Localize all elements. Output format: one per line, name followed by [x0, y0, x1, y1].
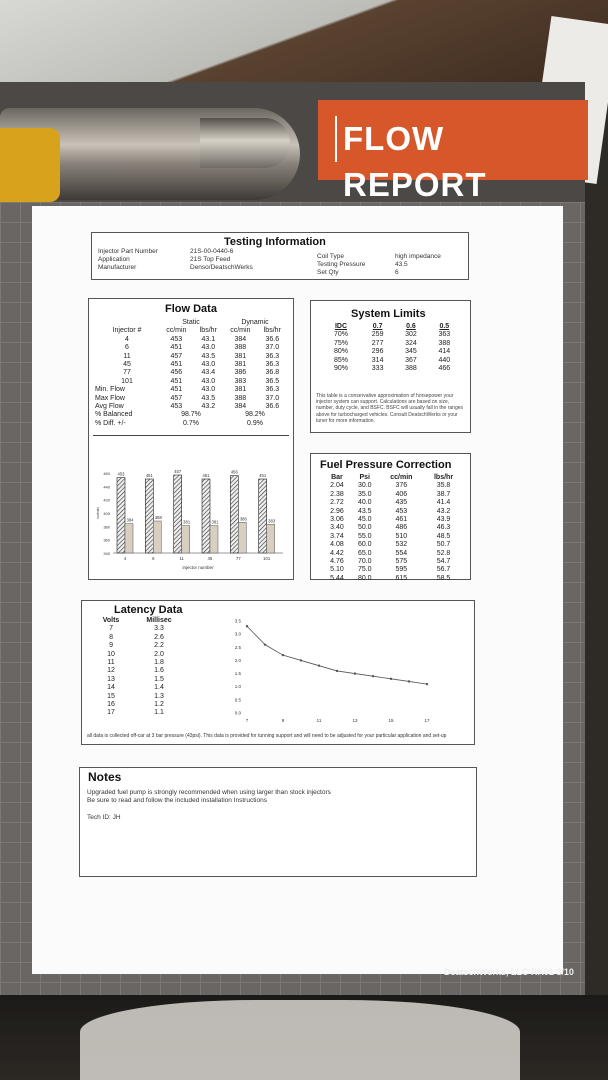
- fuel-row-cell: 510: [395, 532, 408, 540]
- latency-point: [426, 683, 428, 685]
- testing-info-right: [317, 253, 441, 277]
- fuel-row-cell: 461: [395, 516, 408, 524]
- flow-summary-row-cell: 381: [234, 386, 247, 394]
- flow-summary-row-cell: 43.5: [201, 394, 216, 402]
- fuel-row: [323, 482, 463, 490]
- limits-header: 0.6: [406, 323, 416, 330]
- bar-static: [117, 478, 125, 553]
- flow-row: [95, 361, 287, 369]
- fuel-row: [323, 550, 463, 558]
- limits-row-cell: 80%: [333, 348, 348, 356]
- flow-row-cell: 381: [234, 352, 247, 360]
- flow-bar-chart: [93, 459, 289, 577]
- system-limits-note: This table is a conservative approximation of horsepower your injector system can support. Calculations are based on size, number, duty cycle, and BSFC. BSFC will usually fall in the ranges above for turbocharged vehicles. Consult DeatschWerks or your tuner for more information.: [316, 393, 464, 424]
- fuel-row-cell: 376: [395, 482, 408, 490]
- latency-row-cell: 1.6: [154, 667, 164, 675]
- bar-static: [145, 479, 153, 553]
- limits-row-cell: 324: [405, 339, 417, 347]
- col-ccmin: cc/min: [166, 327, 187, 335]
- diff-dynamic: 0.9%: [247, 419, 263, 427]
- latency-row: [92, 676, 188, 684]
- flow-row-cell: 451: [170, 344, 183, 352]
- bar-ytick-label: 340: [103, 551, 110, 556]
- bar-xtick-label: 45: [207, 556, 213, 561]
- bar-static: [259, 479, 267, 553]
- limits-row-cell: 363: [438, 331, 451, 339]
- background-cloth: [80, 1000, 520, 1080]
- flow-row-cell: 36.6: [265, 335, 280, 343]
- fuel-row-cell: 615: [395, 574, 408, 582]
- line-ytick-label: 2.0: [234, 657, 241, 663]
- latency-row-cell: 9: [109, 642, 113, 650]
- bar-ylabel: cc/min: [95, 507, 100, 519]
- latency-row: [92, 651, 188, 659]
- testing-info-row: Testing Pressure 43.5: [317, 261, 408, 268]
- bar-static-label: 453: [117, 471, 125, 477]
- fuel-row-cell: 54.7: [436, 558, 451, 566]
- bar-dynamic-label: 383: [268, 518, 276, 524]
- fuel-pressure-table: [323, 474, 463, 583]
- latency-row-cell: 1.1: [154, 709, 164, 717]
- background-top: [0, 0, 608, 95]
- latency-row-cell: 1.5: [154, 675, 164, 683]
- bar-dynamic-label: 381: [211, 519, 219, 525]
- diff-label: % Diff. +/-: [95, 419, 126, 427]
- latency-row: [92, 684, 188, 692]
- fuel-row-cell: 2.38: [330, 490, 344, 498]
- flow-summary-row-cell: 388: [234, 394, 247, 402]
- latency-row: [92, 667, 188, 675]
- fuel-row-cell: 52.8: [436, 549, 451, 557]
- bar-static: [202, 479, 210, 553]
- fuel-row-cell: 55.0: [357, 532, 372, 540]
- fuel-row-cell: 56.7: [436, 566, 451, 574]
- static-header: Static: [182, 319, 200, 326]
- limits-row-cell: 70%: [333, 331, 348, 339]
- latency-point: [336, 670, 338, 672]
- limits-row-cell: 75%: [333, 339, 348, 347]
- latency-title: Latency Data: [114, 604, 183, 616]
- flow-row-cell: 45: [123, 361, 131, 369]
- fuel-row-cell: 58.5: [436, 574, 451, 582]
- system-limits-table: [321, 323, 461, 373]
- testing-info-left: [98, 248, 253, 272]
- latency-row-cell: 3.3: [154, 625, 164, 633]
- flow-row: [95, 344, 287, 352]
- bar-dynamic: [125, 524, 133, 553]
- line-xtick-label: 17: [424, 718, 430, 723]
- flow-row-cell: 381: [234, 361, 247, 369]
- line-ytick-label: 3.0: [234, 631, 241, 637]
- flow-row: [95, 353, 287, 361]
- flow-row-cell: 451: [170, 361, 183, 369]
- fuel-row: [323, 575, 463, 583]
- limits-row: [321, 331, 461, 339]
- limits-row-cell: 345: [405, 348, 417, 356]
- testing-info-title: Testing Information: [224, 236, 326, 248]
- fuel-row-cell: 70.0: [357, 558, 372, 566]
- latency-point: [300, 659, 302, 661]
- latency-row-cell: 11: [107, 659, 115, 667]
- fuel-header: lbs/hr: [433, 474, 454, 481]
- fuel-row-cell: 2.04: [330, 482, 344, 490]
- limits-row: [321, 357, 461, 365]
- line-xtick-label: 7: [245, 718, 249, 723]
- bar-xlabel: injector number: [182, 565, 214, 570]
- fuel-row-cell: 2.96: [330, 507, 344, 515]
- latency-point: [372, 675, 374, 677]
- flow-summary-row-cell: Avg Flow: [95, 403, 124, 411]
- fuel-row-cell: 40.0: [357, 499, 372, 507]
- latency-row-cell: 2.2: [154, 642, 164, 650]
- bar-xtick-label: 77: [235, 556, 241, 561]
- flow-data-title: Flow Data: [165, 303, 217, 315]
- injector-tip: [0, 128, 60, 202]
- testing-info-row: Manufacturer Denso/DeatschWerks: [98, 264, 253, 271]
- flow-summary-row-cell: 36.6: [265, 403, 280, 411]
- fuel-row-cell: 50.0: [357, 524, 372, 532]
- divider: [93, 435, 289, 436]
- fuel-pressure-title: Fuel Pressure Correction: [320, 459, 452, 471]
- flow-summary-row-cell: 453: [170, 403, 183, 411]
- limits-row-cell: 414: [438, 348, 451, 356]
- flow-row-cell: 43.0: [201, 377, 216, 385]
- system-limits-box: [310, 300, 471, 433]
- fuel-row-cell: 75.0: [357, 566, 372, 574]
- system-limits-title: System Limits: [351, 308, 426, 320]
- fuel-row: [323, 566, 463, 574]
- limits-row-cell: 277: [371, 339, 384, 347]
- fuel-row-cell: 4.08: [330, 541, 344, 549]
- footer-text: DeatschWerks, LLC RK01 3/10: [444, 967, 574, 977]
- fuel-row-cell: 5.44: [330, 574, 344, 582]
- bar-xtick-label: 11: [179, 556, 184, 561]
- line-ytick-label: 0.0: [234, 710, 241, 716]
- fuel-row-cell: 406: [395, 490, 408, 498]
- flow-row-cell: 43.5: [201, 352, 216, 360]
- notes-line-1: Upgraded fuel pump is strongly recommended when using larger than stock injectors: [87, 789, 331, 796]
- latency-row-cell: 14: [107, 684, 115, 692]
- line-xtick-label: 9: [281, 718, 285, 723]
- bar-static-label: 456: [230, 469, 238, 475]
- bar-xtick-label: 6: [152, 556, 155, 561]
- latency-row-cell: 2.0: [154, 650, 164, 658]
- latency-point: [354, 672, 356, 674]
- bar-dynamic-label: 386: [239, 516, 247, 522]
- fuel-row: [323, 516, 463, 524]
- flow-row-cell: 37.0: [265, 344, 280, 352]
- flow-summary-row: [95, 386, 287, 394]
- notes-title: Notes: [88, 770, 122, 784]
- bar-static-label: 451: [259, 473, 267, 478]
- flow-summary-row-cell: 384: [234, 403, 247, 411]
- flow-row-cell: 77: [123, 369, 131, 377]
- fuel-row-cell: 41.4: [436, 499, 451, 507]
- bar-dynamic-label: 381: [183, 519, 191, 525]
- diff-static: 0.7%: [183, 419, 199, 427]
- limits-header: 0.7: [372, 323, 383, 330]
- testing-info-row: Set Qty 6: [317, 269, 399, 276]
- line-ytick-label: 2.5: [234, 644, 241, 650]
- fuel-row-cell: 3.06: [330, 516, 344, 524]
- fuel-row-cell: 46.3: [436, 524, 451, 532]
- limits-row-cell: 90%: [333, 365, 348, 373]
- testing-info-box: [91, 232, 469, 280]
- bar-ytick-label: 420: [103, 497, 110, 503]
- flow-data-box: [88, 298, 294, 580]
- fuel-row-cell: 4.76: [330, 558, 344, 566]
- flow-data-table: [95, 319, 287, 428]
- notes-box: [79, 767, 477, 877]
- line-ytick-label: 0.5: [234, 697, 241, 703]
- testing-info-row: Injector Part Number 21S-00-0440-6: [98, 248, 234, 255]
- line-xtick-label: 11: [316, 718, 322, 723]
- col-ccmin-dyn: cc/min: [230, 327, 251, 335]
- latency-row-cell: 1.3: [154, 692, 164, 700]
- bar-dynamic: [153, 521, 161, 553]
- fuel-row: [323, 508, 463, 516]
- fuel-row: [323, 499, 463, 507]
- fuel-row: [323, 541, 463, 549]
- flow-row-cell: 453: [170, 335, 183, 343]
- flow-row-cell: 43.0: [201, 361, 216, 369]
- latency-row-cell: 1.2: [154, 701, 164, 709]
- latency-point: [318, 664, 320, 666]
- bar-xtick-label: 4: [123, 556, 127, 561]
- fuel-row-cell: 30.0: [357, 482, 372, 490]
- bar-dynamic: [238, 522, 246, 553]
- flow-summary-row-cell: 457: [170, 394, 183, 402]
- latency-line: [247, 626, 427, 684]
- report-title: FLOW REPORT: [335, 116, 583, 162]
- latency-row-cell: 1.4: [154, 684, 164, 692]
- fuel-row-cell: 2.72: [330, 499, 344, 507]
- limits-row-cell: 388: [438, 339, 451, 347]
- bar-ytick-label: 380: [103, 524, 110, 530]
- flow-row-cell: 36.3: [265, 361, 280, 369]
- dynamic-header: Dynamic: [241, 319, 269, 326]
- latency-row-cell: 12: [107, 667, 115, 675]
- latency-row-cell: 17: [107, 709, 115, 717]
- flow-row-cell: 384: [234, 335, 247, 343]
- fuel-row-cell: 45.0: [357, 516, 372, 524]
- flow-summary-row-cell: Min. Flow: [95, 386, 125, 394]
- limits-row-cell: 333: [371, 365, 384, 373]
- flow-row-cell: 4: [125, 335, 129, 343]
- fuel-row-cell: 43.2: [436, 507, 451, 515]
- flow-row-cell: 36.3: [265, 352, 280, 360]
- latency-row: [92, 709, 188, 717]
- col-lbshr-dyn: lbs/hr: [263, 327, 281, 335]
- flow-summary-row-cell: 43.2: [201, 403, 216, 411]
- bar-ytick-label: 360: [103, 537, 110, 543]
- latency-line-chart: [227, 611, 437, 729]
- latency-footnote: all data is collected off-car at 3 bar pressure (43psi). This data is provided for tunning support and will need to be adjusted for your particular application and set-up: [87, 733, 447, 739]
- fuel-row: [323, 558, 463, 566]
- flow-row-cell: 43.1: [201, 335, 216, 343]
- latency-row-cell: 2.6: [154, 633, 164, 641]
- bar-static: [230, 476, 238, 553]
- flow-row: [95, 378, 287, 386]
- bar-ytick-label: 400: [103, 511, 110, 516]
- latency-table: [92, 617, 188, 718]
- line-ytick-label: 3.5: [234, 618, 241, 624]
- flow-row-cell: 36.5: [265, 377, 280, 385]
- balanced-dynamic: 98.2%: [245, 411, 265, 419]
- flow-row-cell: 383: [234, 377, 247, 385]
- bar-dynamic-label: 388: [154, 515, 162, 520]
- flow-row-cell: 11: [123, 352, 131, 360]
- flow-row-cell: 451: [170, 377, 183, 385]
- line-ytick-label: 1.0: [234, 684, 241, 690]
- latency-row: [92, 642, 188, 650]
- latency-row: [92, 634, 188, 642]
- line-ytick-label: 1.5: [234, 671, 241, 677]
- notes-tech-id: Tech ID: JH: [87, 814, 121, 821]
- injector-nozzle: [200, 118, 290, 168]
- latency-point: [408, 680, 410, 682]
- notes-line-2: Be sure to read and follow the included installation Instructions: [87, 797, 267, 804]
- limits-row-cell: 388: [405, 365, 417, 373]
- fuel-row-cell: 35.8: [436, 482, 451, 490]
- flow-summary-row-cell: 43.0: [201, 386, 216, 394]
- fuel-row-cell: 80.0: [357, 574, 372, 582]
- limits-row-cell: 314: [371, 356, 384, 364]
- fuel-row-cell: 5.10: [330, 566, 344, 574]
- testing-info-row: Application 21S Top Feed: [98, 256, 231, 263]
- limits-row-cell: 440: [438, 356, 451, 364]
- fuel-row-cell: 43.9: [436, 516, 451, 524]
- bar-dynamic: [267, 524, 275, 553]
- flow-summary-row: [95, 403, 287, 411]
- latency-header: Millisec: [146, 617, 172, 624]
- fuel-row-cell: 3.74: [330, 532, 344, 540]
- limits-row-cell: 466: [438, 365, 451, 373]
- fuel-row-cell: 48.5: [436, 532, 451, 540]
- fuel-row-cell: 60.0: [357, 541, 372, 549]
- fuel-row-cell: 486: [395, 524, 408, 532]
- flow-row: [95, 336, 287, 344]
- flow-row-cell: 43.4: [201, 369, 216, 377]
- limits-row: [321, 348, 461, 356]
- fuel-row-cell: 50.7: [436, 541, 451, 549]
- latency-point: [282, 654, 284, 656]
- limits-row-cell: 367: [405, 356, 417, 364]
- bar-static-label: 451: [202, 473, 210, 478]
- fuel-row-cell: 435: [395, 499, 408, 507]
- fuel-row-cell: 453: [395, 507, 408, 515]
- bar-dynamic: [182, 526, 190, 553]
- balanced-static: 98.7%: [181, 411, 201, 419]
- limits-header: 0.5: [439, 323, 450, 330]
- flow-row-cell: 457: [170, 352, 183, 360]
- col-lbshr: lbs/hr: [199, 327, 217, 335]
- latency-row: [92, 701, 188, 709]
- latency-point: [246, 625, 248, 627]
- latency-row-cell: 13: [107, 675, 115, 683]
- limits-row-cell: 259: [371, 331, 384, 339]
- bar-dynamic-label: 384: [126, 517, 134, 523]
- fuel-header: cc/min: [390, 474, 413, 481]
- bar-dynamic: [210, 526, 218, 553]
- flow-row-cell: 101: [121, 377, 133, 385]
- fuel-row-cell: 43.5: [357, 507, 372, 515]
- latency-row: [92, 693, 188, 701]
- latency-row-cell: 1.8: [154, 659, 164, 667]
- bar-static: [174, 475, 182, 553]
- limits-header: IDC: [334, 323, 348, 330]
- flow-summary-row-cell: 37.0: [265, 394, 280, 402]
- fuel-row-cell: 65.0: [357, 549, 372, 557]
- latency-header: Volts: [102, 617, 120, 624]
- fuel-row-cell: 575: [395, 558, 408, 566]
- latency-row-cell: 16: [107, 701, 115, 709]
- fuel-header: Psi: [359, 474, 371, 481]
- flow-row-cell: 388: [234, 344, 247, 352]
- bar-ytick-label: 460: [103, 471, 110, 476]
- flow-row-cell: 43.0: [201, 344, 216, 352]
- latency-row: [92, 625, 188, 633]
- fuel-row-cell: 38.7: [436, 490, 451, 498]
- bar-static-label: 457: [174, 469, 182, 474]
- bar-xtick-label: 101: [263, 556, 271, 561]
- limits-row: [321, 340, 461, 348]
- bar-ytick-label: 440: [103, 484, 110, 490]
- flow-row-cell: 456: [170, 369, 183, 377]
- fuel-row-cell: 4.42: [330, 549, 344, 557]
- limits-row-cell: 296: [371, 348, 384, 356]
- testing-info-row: Coil Type high impedance: [317, 253, 441, 260]
- flow-row-cell: 6: [125, 344, 129, 352]
- flow-row-cell: 386: [234, 369, 247, 377]
- flow-summary-row-cell: 451: [170, 386, 183, 394]
- line-xtick-label: 13: [352, 718, 358, 723]
- fuel-row-cell: 554: [395, 549, 408, 557]
- flow-row-cell: 36.8: [265, 369, 280, 377]
- flow-row: [95, 369, 287, 377]
- fuel-row: [323, 524, 463, 532]
- fuel-pressure-box: [310, 453, 471, 580]
- fuel-row: [323, 491, 463, 499]
- latency-row-cell: 7: [109, 625, 113, 633]
- latency-box: [81, 600, 475, 745]
- bar-static-label: 451: [145, 473, 153, 478]
- fuel-row: [323, 533, 463, 541]
- fuel-row-cell: 532: [395, 541, 408, 549]
- col-injector: Injector #: [112, 327, 142, 335]
- latency-row-cell: 15: [107, 692, 115, 700]
- latency-point: [390, 678, 392, 680]
- latency-row: [92, 659, 188, 667]
- fuel-row-cell: 35.0: [357, 490, 372, 498]
- latency-row-cell: 10: [107, 650, 115, 658]
- limits-row-cell: 85%: [333, 356, 348, 364]
- flow-summary-row: [95, 395, 287, 403]
- latency-point: [264, 643, 266, 645]
- fuel-header: Bar: [331, 474, 343, 481]
- latency-row-cell: 8: [109, 633, 113, 641]
- limits-row-cell: 302: [405, 331, 417, 339]
- balanced-label: % Balanced: [95, 411, 133, 419]
- fuel-row-cell: 3.40: [330, 524, 344, 532]
- limits-row: [321, 365, 461, 373]
- fuel-row-cell: 595: [395, 566, 408, 574]
- flow-summary-row-cell: 36.3: [265, 386, 280, 394]
- flow-summary-row-cell: Max Flow: [95, 394, 125, 402]
- line-xtick-label: 15: [388, 718, 394, 723]
